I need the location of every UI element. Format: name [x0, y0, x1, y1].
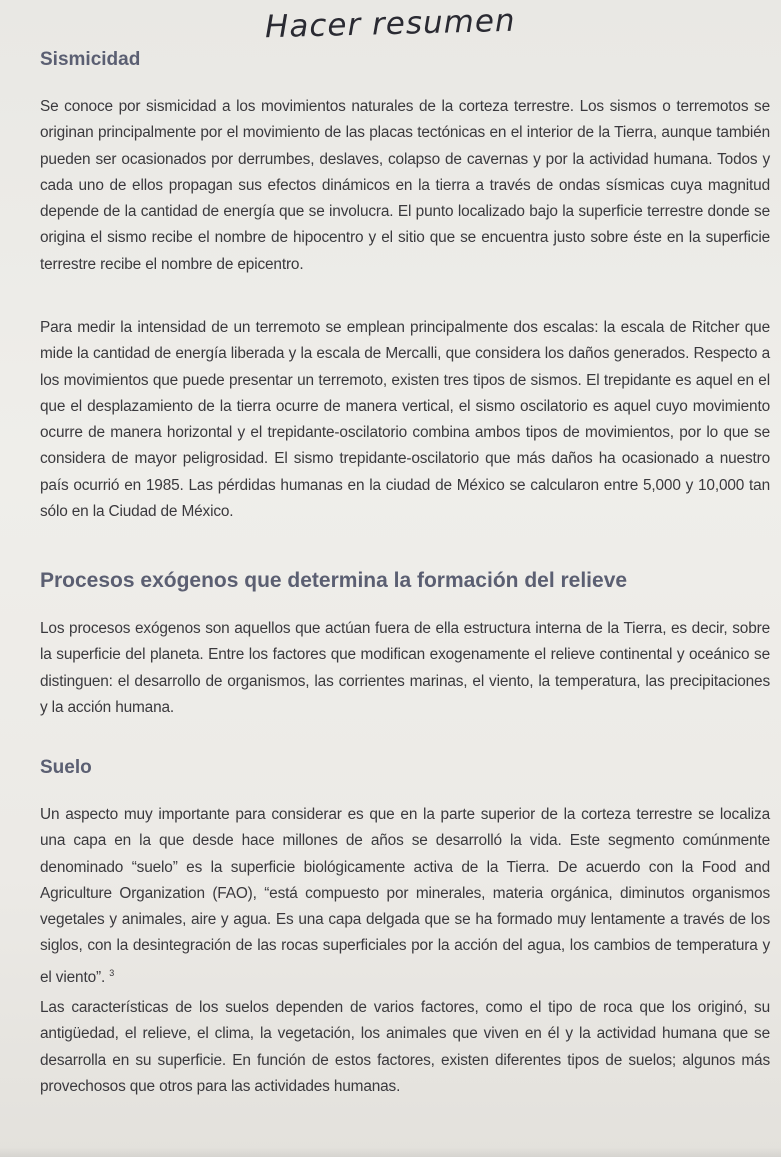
- paragraph-suelo-1: [40, 802, 770, 991]
- footnote-marker: 3: [109, 967, 115, 978]
- paragraph-sismicidad-1: Se conoce por sismicidad a los movimientos naturales de la corteza terrestre. Los sismos o terremotos se originan principalmente por el movimiento de las placas tectónicas en el interior de la Tierra, aunque también pueden ser ocasionados por derrumbes, deslaves, colapso de cavernas y por la actividad humana. Todos y cada uno de ellos propagan sus efectos dinámicos en la tierra a través de ondas sísmicas cuya magnitud depende de la cantidad de energía que se involucra. El punto localizado bajo la superficie terrestre donde se origina el sismo recibe el nombre de hipocentro y el sitio que se encuentra justo sobre éste en la superficie terrestre recibe el nombre de epicentro.: [40, 98, 770, 273]
- paragraph-sismicidad-2: Para medir la intensidad de un terremoto se emplean principalmente dos escalas: la escala de Ritcher que mide la cantidad de energía liberada y la escala de Mercalli, que considera los daños generados. Respecto a los movimientos que puede presentar un terremoto, existen tres tipos de sismos. El trepidante es aquel en el que el desplazamiento de la tierra ocurre de manera vertical, el sismo oscilatorio es aquel cuyo movimiento ocurre de manera horizontal y el trepidante-oscilatorio combina ambos tipos de movimientos, por lo que se considera de mayor peligrosidad. El sismo trepidante-oscilatorio que más daños ha ocasionado a nuestro país ocurrió en 1985. Las pérdidas humanas en la ciudad de México se calcularon entre 5,000 y 10,000 tan sólo en la Ciudad de México.: [40, 319, 770, 521]
- heading-procesos-exogenos: Procesos exógenos que determina la formación del relieve: [40, 569, 628, 592]
- handwritten-note: Hacer resumen: [264, 2, 516, 46]
- page-shadow: [0, 1147, 781, 1157]
- heading-suelo: Suelo: [40, 757, 92, 778]
- paragraph-procesos-exogenos: Los procesos exógenos son aquellos que actúan fuera de ella estructura interna de la Tierra, es decir, sobre la superficie del planeta. Entre los factores que modifican exogenamente el relieve continental y oceánico se distinguen: el desarrollo de organismos, las corrientes marinas, el viento, la temperatura, las precipitaciones y la acción humana.: [40, 620, 770, 716]
- paragraph-suelo-2: Las características de los suelos dependen de varios factores, como el tipo de roca que los originó, su antigüedad, el relieve, el clima, la vegetación, los animales que viven en él y la actividad humana que se desarrolla en su superficie. En función de estos factores, existen diferentes tipos de suelos; algunos más provechosos que otros para las actividades humanas.: [40, 999, 770, 1095]
- heading-sismicidad: Sismicidad: [40, 49, 141, 70]
- paragraph-suelo-1-text: Un aspecto muy importante para considerar es que en la parte superior de la corteza terrestre se localiza una capa en la que desde hace millones de años se desarrolló la vida. Este segmento comúnmente denominado “suelo” es la superficie biológicamente activa de la Tierra. De acuerdo con la Food and Agriculture Organization (FAO), “está compuesto por minerales, materia orgánica, diminutos organismos vegetales y animales, aire y agua. Es una capa delgada que se ha formado muy lentamente a través de los siglos, con la desintegración de las rocas superficiales por la acción del agua, los cambios de temperatura y el viento”.: [40, 806, 770, 986]
